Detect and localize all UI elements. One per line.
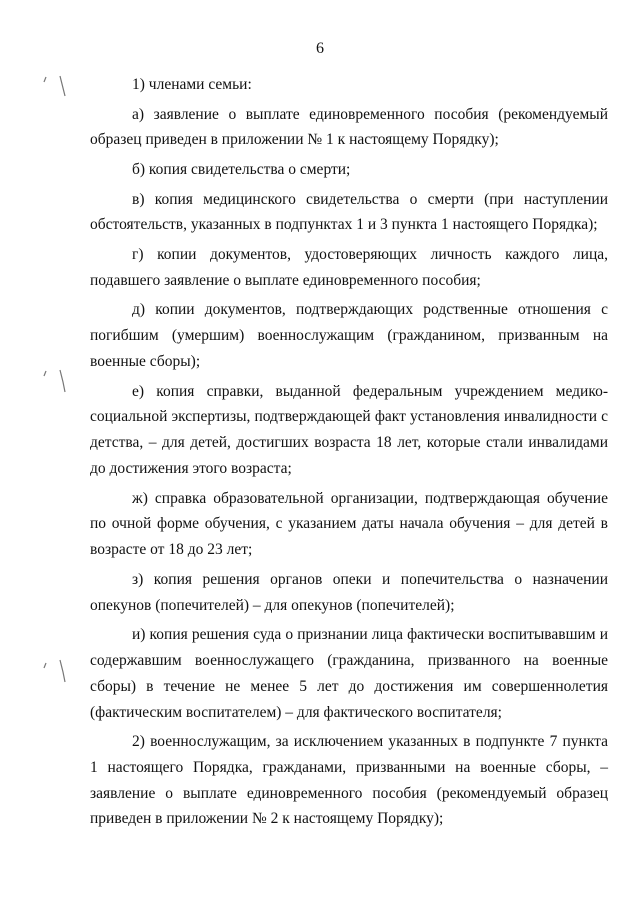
paragraph-item-a: а) заявление о выплате единовременного пособия (рекомендуемый образец приведен в приложении № 1 к настоящему Порядку); — [90, 105, 608, 149]
paragraph-servicemen: 2) военнослужащим, за исключением указанных в подпункте 7 пункта 1 настоящего Порядка, гражданами, призванными на военные сборы, – заявление о выплате единовременного пособия (рекомендуемый образец приведен в приложении № 2 к настоящему Порядку); — [90, 733, 608, 828]
margin-binding-mark — [38, 366, 68, 402]
page-number: 6 — [316, 40, 324, 57]
paragraph-item-e: е) копия справки, выданной федеральным учреждением медико-социальной экспертизы, подтверждающей факт установления инвалидности с детства, – для детей, достигших возраста 18 лет, которые стали инвалидами до достижения этого возраста; — [90, 382, 608, 477]
paragraph-item-g: г) копии документов, удостоверяющих личность каждого лица, подавшего заявление о выплате единовременного пособия; — [90, 245, 608, 289]
document-body — [90, 72, 608, 832]
paragraph-item-v: в) копия медицинского свидетельства о смерти (при наступлении обстоятельств, указанных в подпунктах 1 и 3 пункта 1 настоящего Порядка); — [90, 190, 608, 234]
margin-binding-mark — [38, 656, 68, 692]
margin-binding-mark — [38, 72, 68, 108]
paragraph-item-d: д) копии документов, подтверждающих родственные отношения с погибшим (умершим) военнослужащим (гражданином, призванным на военные сборы); — [90, 301, 608, 370]
paragraph-item-zh: ж) справка образовательной организации, подтверждающая обучение по очной форме обучения, с указанием даты начала обучения – для детей в возрасте от 18 до 23 лет; — [90, 489, 608, 559]
paragraph-item-b: б) копия свидетельства о смерти; — [132, 160, 351, 178]
paragraph-item-i: и) копия решения суда о признании лица фактически воспитывавшим и содержавшим военнослужащего (гражданина, призванного на военные сборы) в течение не менее 5 лет до достижения им совершеннолетия (фактическим воспитателем) – для фактического воспитателя; — [90, 626, 608, 721]
paragraph-item-z: з) копия решения органов опеки и попечительства о назначении опекунов (попечителей) – для опекунов (попечителей); — [90, 570, 608, 614]
paragraph-family-members: 1) членами семьи: — [132, 76, 252, 93]
